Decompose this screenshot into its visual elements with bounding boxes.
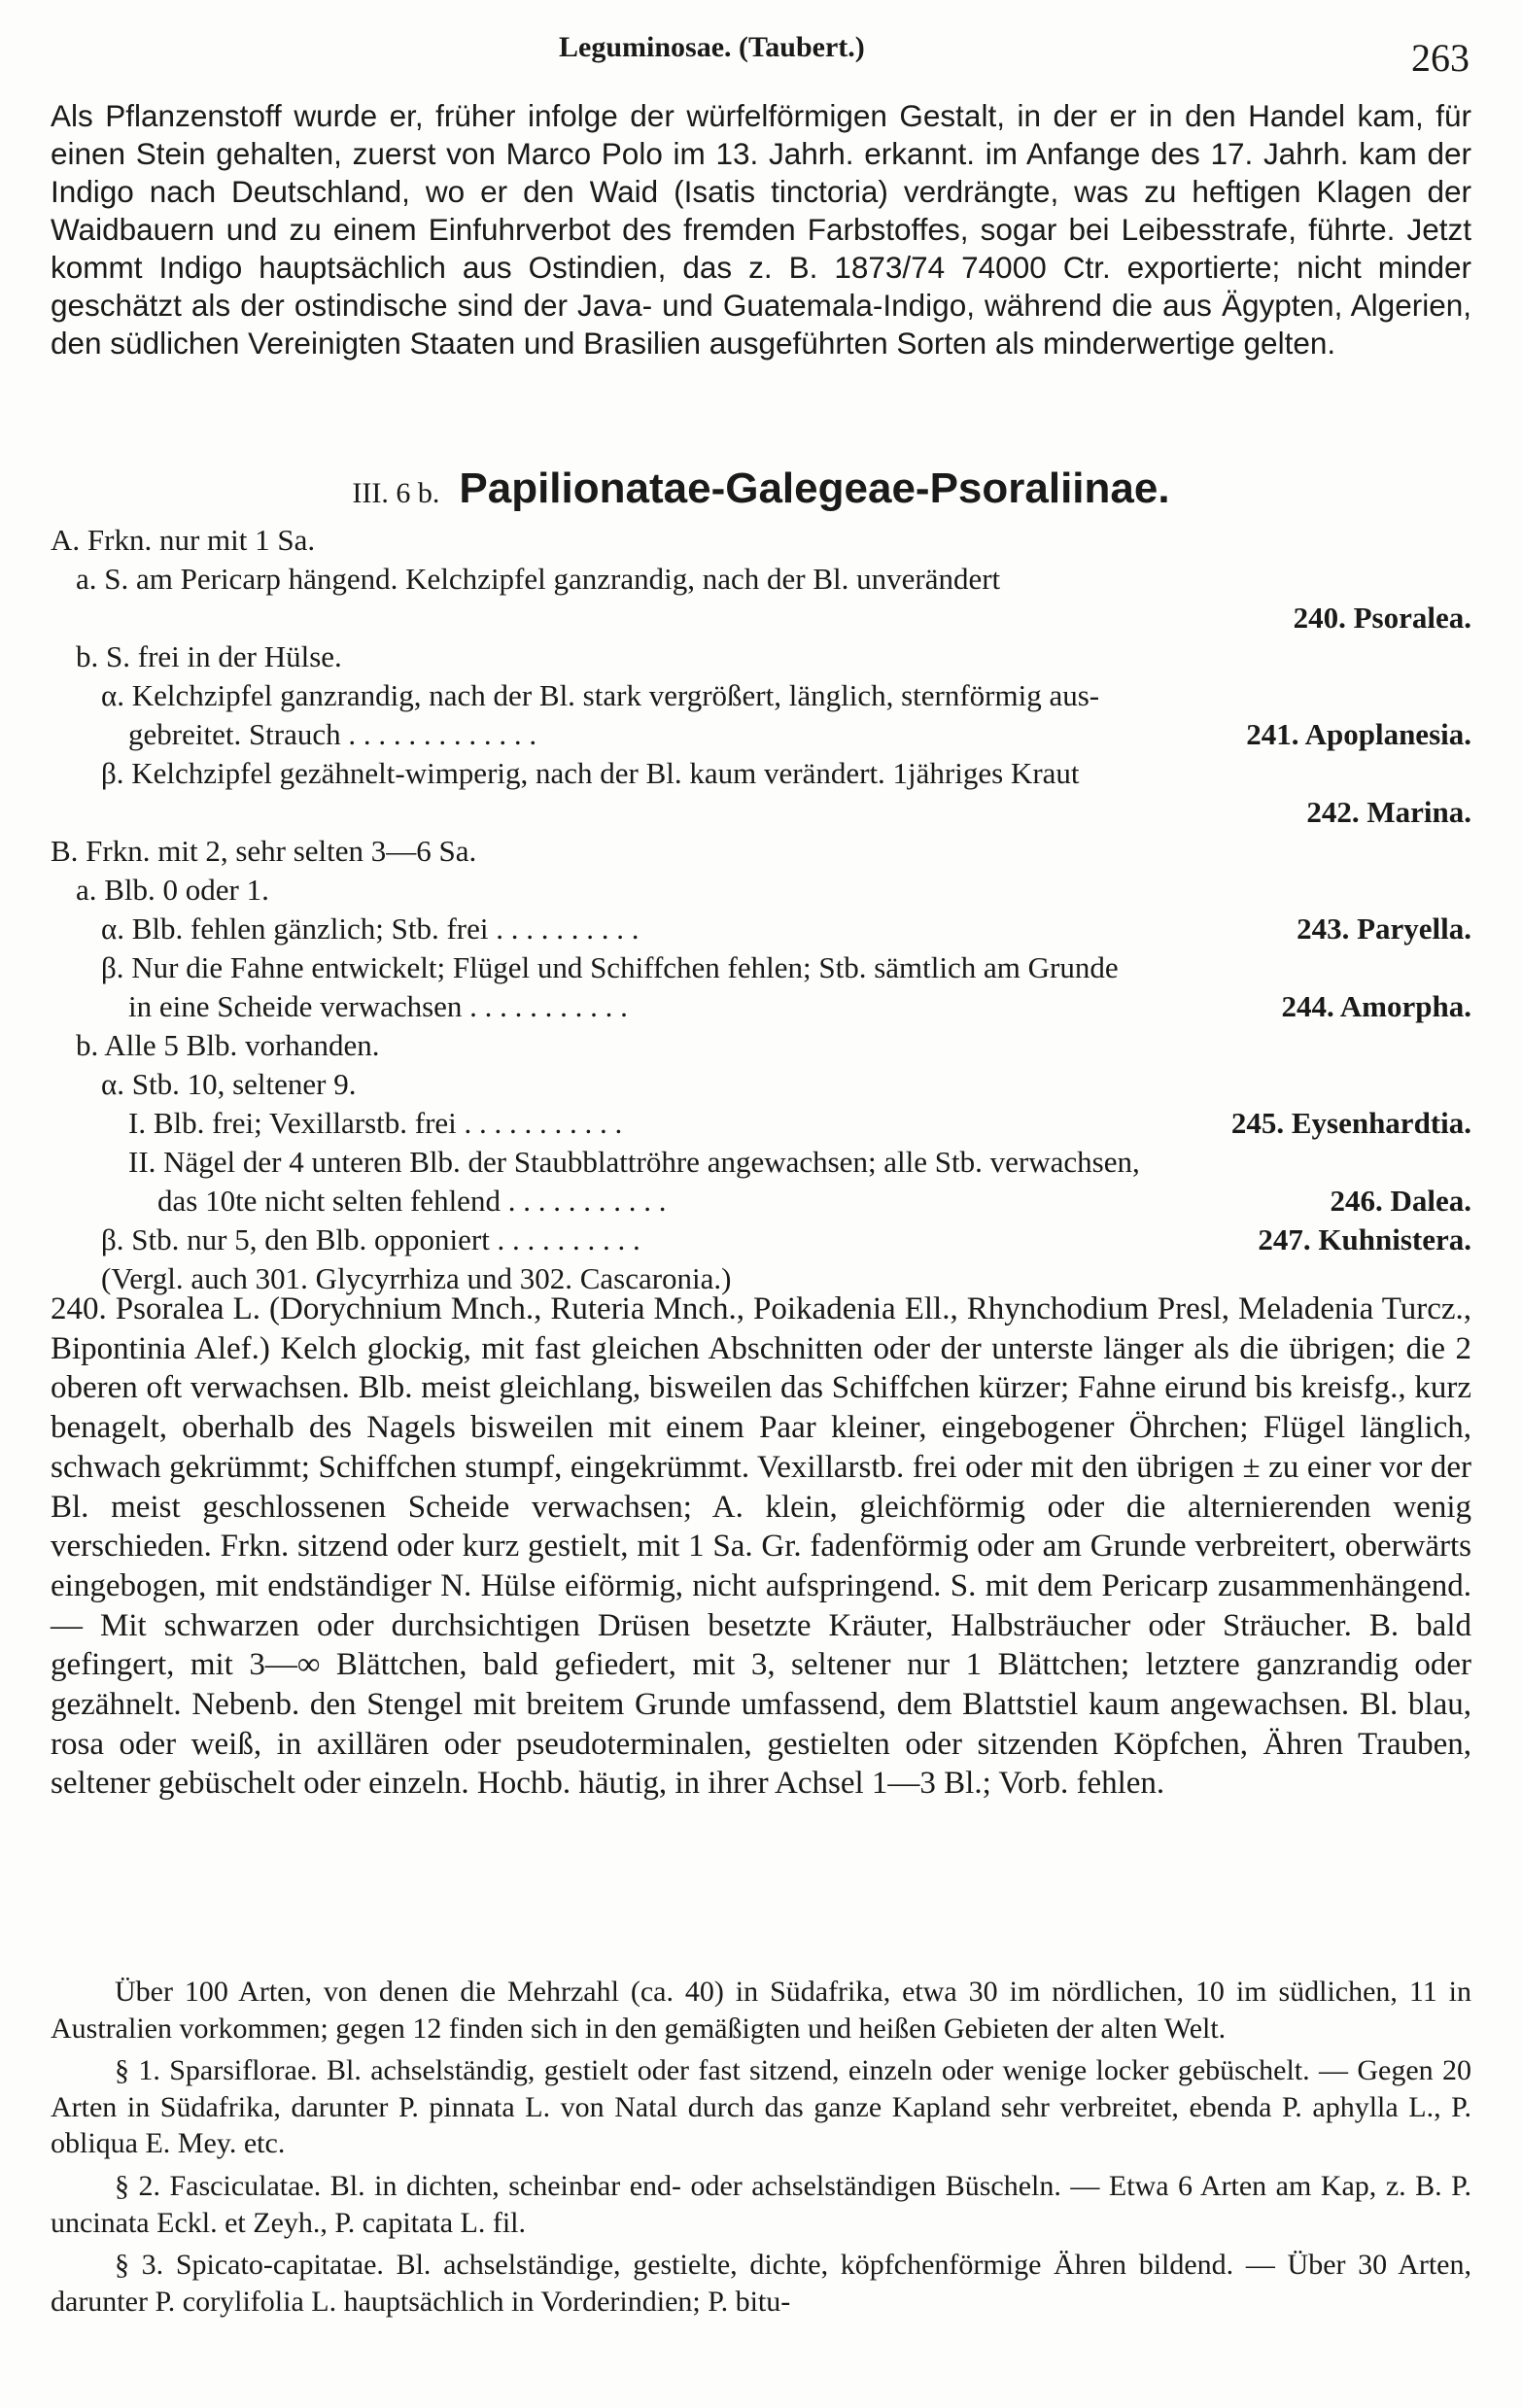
note-paragraph: Über 100 Arten, von denen die Mehrzahl (ca. 40) in Südafrika, etwa 30 im nördlichen, 10 im südlichen, 11 in Australien vorkommen; gegen 12 finden sich in den gemäßigten und heißen Gebieten der alten Welt. <box>51 1976 1471 2045</box>
key-row-genus: 247. Kuhnistera. <box>1258 1222 1471 1256</box>
key-row <box>51 678 1471 717</box>
key-row <box>51 1222 1471 1261</box>
key-row-text: I. Blb. frei; Vexillarstb. frei . . . . . . . . . . . <box>128 1106 623 1140</box>
key-row-genus: 245. Eysenhardtia. <box>1230 1106 1471 1140</box>
genus-paragraph: 240. Psoralea L. (Dorychnium Mnch., Ruteria Mnch., Poikadenia Ell., Rhynchodium Presl, Meladenia Turcz., Bipontinia Alef.) Kelch glockig, mit fast gleichen Abschnitten oder der unterste länger als die übrigen; die 2 oberen oft verwachsen. Blb. meist gleichlang, bisweilen das Schiffchen kürzer; Fahne eirund bis kreisfg., kurz benagelt, oberhalb des Nagels bisweilen mit einem Paar kleiner, eingebogener Öhrchen; Flügel länglich, schwach gekrümmt; Schiffchen stumpf, eingekrümmt. Vexillarstb. frei oder mit den übrigen ± zu einer vor der Bl. meist geschlossenen Scheide verwachsen; A. klein, gleichförmig oder die alternierenden wenig verschieden. Frkn. sitzend oder kurz gestielt, mit 1 Sa. Gr. fadenförmig oder am Grunde verbreitert, oberwärts eingebogen, mit endständiger N. Hülse eiförmig, nicht aufspringend. S. mit dem Pericarp zusammenhängend. — Mit schwarzen oder durchsichtigen Drüsen besetzte Kräuter, Halbsträucher oder Sträucher. B. bald gefingert, mit 3—∞ Blättchen, bald gefiedert, mit 3, seltener nur 1 Blättchen; letztere ganzrandig oder gezähnelt. Nebenb. den Stengel mit breitem Grunde umfassend, dem Blattstiel kaum angewachsen. Bl. blau, rosa oder weiß, in axillären oder pseudoterminalen, gestielten oder sitzenden Köpfchen, Ähren Trauben, seltener gebüschelt oder einzeln. Hochb. häutig, in ihrer Achsel 1—3 Bl.; Vorb. fehlen. <box>51 1291 1471 1802</box>
key-row-genus: 244. Amorpha. <box>1281 989 1471 1023</box>
key-row-text: β. Kelchzipfel gezähnelt-wimperig, nach der Bl. kaum verändert. 1jähriges Kraut <box>101 756 1080 790</box>
note-paragraph: § 3. Spicato-capitatae. Bl. achselständige, gestielte, dichte, köpfchenförmige Ähren bildend. — Über 30 Arten, darunter P. corylifolia L. hauptsächlich in Vorderindien; P. bitu- <box>51 2249 1471 2318</box>
key-row <box>51 1145 1471 1184</box>
key-row-text: α. Stb. 10, seltener 9. <box>101 1067 357 1101</box>
intro-text: Als Pflanzenstoff wurde er, früher infolge der würfelförmigen Gestalt, in der er in den Handel kam, für einen Stein gehalten, zuerst von Marco Polo im 13. Jahrh. erkannt. im Anfange des 17. Jahrh. kam der Indigo nach Deutschland, wo er den Waid (Isatis tinctoria) verdrängte, was zu heftigen Klagen der Waidbauern und zu einem Einfuhrverbot des fremden Farbstoffes, sogar bei Leibesstrafe, führte. Jetzt kommt Indigo hauptsächlich aus Ostindien, das z. B. 1873/74 74000 Ctr. exportierte; nicht minder geschätzt als der ostindische sind der Java- und Guatemala-Indigo, während die aus Ägypten, Algerien, den südlichen Vereinigten Staaten und Brasilien ausgeführten Sorten als minderwertige gelten. <box>51 98 1471 361</box>
key-row <box>51 1184 1471 1222</box>
species-notes <box>51 1974 1471 2325</box>
key-row <box>51 523 1471 562</box>
key-row-text: A. Frkn. nur mit 1 Sa. <box>51 523 316 557</box>
key-row <box>51 601 1471 639</box>
key-row-genus: 240. Psoralea. <box>1293 601 1471 635</box>
key-row-genus: 241. Apoplanesia. <box>1246 717 1471 751</box>
section-heading <box>0 464 1522 513</box>
key-row-text: (Vergl. auch 301. Glycyrrhiza und 302. Cascaronia.) <box>101 1261 732 1295</box>
key-row-text: β. Nur die Fahne entwickelt; Flügel und Schiffchen fehlen; Stb. sämtlich am Grunde <box>101 950 1119 984</box>
intro-paragraph <box>51 97 1471 362</box>
key-row <box>51 639 1471 678</box>
key-row <box>51 1028 1471 1067</box>
key-row-text: gebreitet. Strauch . . . . . . . . . . . . . <box>128 717 537 751</box>
key-row-genus: 242. Marina. <box>1306 795 1471 829</box>
key-row <box>51 989 1471 1028</box>
key-row-genus: 243. Paryella. <box>1297 912 1471 946</box>
key-row-text: b. Alle 5 Blb. vorhanden. <box>76 1028 380 1062</box>
key-row <box>51 1067 1471 1106</box>
key-row-text: B. Frkn. mit 2, sehr selten 3—6 Sa. <box>51 834 477 868</box>
section-title: Papilionatae-Galegeae-Psoraliinae. <box>459 464 1170 512</box>
key-row-text: β. Stb. nur 5, den Blb. opponiert . . . . . . . . . . <box>101 1222 640 1256</box>
key-row <box>51 912 1471 950</box>
note-paragraph: § 2. Fasciculatae. Bl. in dichten, scheinbar end- oder achselständigen Büscheln. — Etwa 6 Arten am Kap, z. B. P. uncinata Eckl. et Zeyh., P. capitata L. fil. <box>51 2169 1471 2239</box>
section-number: III. 6 b. <box>352 477 440 509</box>
key-row <box>51 873 1471 912</box>
running-title: Leguminosae. (Taubert.) <box>559 31 865 63</box>
key-row-text: das 10te nicht selten fehlend . . . . . . . . . . . <box>157 1184 667 1218</box>
key-row-text: in eine Scheide verwachsen . . . . . . . . . . . <box>128 989 628 1023</box>
genus-description <box>51 1290 1471 1804</box>
key-row-text: a. S. am Pericarp hängend. Kelchzipfel ganzrandig, nach der Bl. unverändert <box>76 562 1001 596</box>
key-row <box>51 756 1471 795</box>
key-row-text: a. Blb. 0 oder 1. <box>76 873 269 907</box>
key-row-text: b. S. frei in der Hülse. <box>76 639 342 673</box>
key-row <box>51 717 1471 756</box>
key-row-text: II. Nägel der 4 unteren Blb. der Staubblattröhre angewachsen; alle Stb. verwachsen, <box>128 1145 1140 1179</box>
key-row <box>51 1106 1471 1145</box>
key-row-genus: 246. Dalea. <box>1330 1184 1471 1218</box>
note-paragraph: § 1. Sparsiflorae. Bl. achselständig, gestielt oder fast sitzend, einzeln oder wenige locker gebüschelt. — Gegen 20 Arten in Südafrika, darunter P. pinnata L. von Natal durch das ganze Kapland sehr verbreitet, ebenda P. aphylla L., P. obliqua E. Mey. etc. <box>51 2054 1471 2160</box>
key-row <box>51 834 1471 873</box>
key-row <box>51 950 1471 989</box>
page-number: 263 <box>1411 36 1470 80</box>
key-row <box>51 562 1471 601</box>
key-row-text: α. Blb. fehlen gänzlich; Stb. frei . . . . . . . . . . <box>101 912 640 946</box>
identification-key <box>51 523 1471 1300</box>
key-row <box>51 795 1471 834</box>
running-header <box>0 21 1522 80</box>
key-row-text: α. Kelchzipfel ganzrandig, nach der Bl. stark vergrößert, länglich, sternförmig aus- <box>101 678 1100 712</box>
